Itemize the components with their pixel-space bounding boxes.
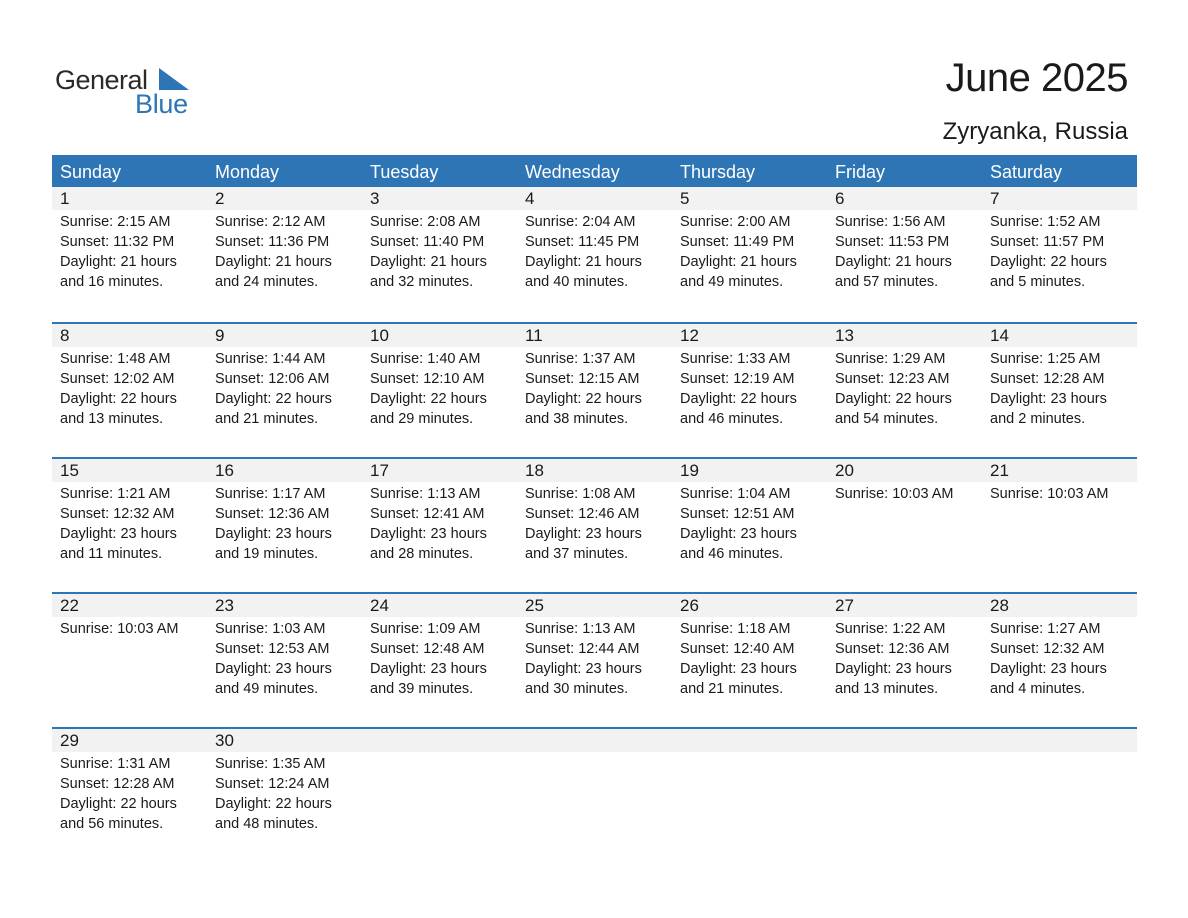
- day-number: 7: [982, 187, 1137, 210]
- day-cell: [982, 459, 1137, 592]
- day-detail-line: Sunset: 12:53 AM: [215, 641, 330, 657]
- day-details: [517, 617, 672, 699]
- day-number: 2: [207, 187, 362, 210]
- day-detail-line: Sunrise: 1:21 AM: [60, 486, 171, 502]
- day-detail-line: Sunrise: 1:18 AM: [680, 621, 791, 637]
- day-cell: [672, 594, 827, 727]
- day-detail-line: and 5 minutes.: [990, 274, 1086, 290]
- day-detail-line: and 40 minutes.: [525, 274, 629, 290]
- day-detail-line: Sunrise: 10:03 AM: [990, 486, 1109, 502]
- day-detail-line: Daylight: 22 hours: [680, 391, 797, 407]
- day-detail-line: Sunset: 11:40 PM: [370, 234, 485, 250]
- day-detail-line: Sunrise: 1:08 AM: [525, 486, 636, 502]
- day-detail-line: Sunset: 12:46 AM: [525, 506, 640, 522]
- day-detail-line: and 28 minutes.: [370, 546, 474, 562]
- day-number: [517, 729, 672, 752]
- day-detail-line: Sunset: 12:40 AM: [680, 641, 795, 657]
- day-detail-line: Sunset: 12:28 AM: [60, 776, 175, 792]
- day-detail-line: and 56 minutes.: [60, 816, 164, 832]
- day-detail-line: Daylight: 22 hours: [990, 254, 1107, 270]
- day-cell: [52, 729, 207, 862]
- week-row: [52, 187, 1137, 322]
- day-cell: [362, 187, 517, 322]
- weekday-header: Tuesday: [370, 162, 439, 182]
- day-detail-line: Sunrise: 10:03 AM: [835, 486, 954, 502]
- day-number: 27: [827, 594, 982, 617]
- day-detail-line: and 30 minutes.: [525, 681, 629, 697]
- day-details: [207, 482, 362, 564]
- day-details: [362, 617, 517, 699]
- day-details: [52, 210, 207, 292]
- day-detail-line: Daylight: 23 hours: [990, 661, 1107, 677]
- day-detail-line: Sunset: 12:10 AM: [370, 371, 485, 387]
- day-number: 18: [517, 459, 672, 482]
- day-number: 11: [517, 324, 672, 347]
- day-detail-line: Sunrise: 1:40 AM: [370, 351, 481, 367]
- day-detail-line: Daylight: 23 hours: [525, 661, 642, 677]
- weekday-header: Sunday: [60, 162, 122, 182]
- day-details: [207, 617, 362, 699]
- week-row: [52, 727, 1137, 862]
- day-detail-line: Sunrise: 10:03 AM: [60, 621, 179, 637]
- day-detail-line: Sunrise: 2:04 AM: [525, 214, 636, 230]
- day-cell: [207, 324, 362, 457]
- day-detail-line: and 57 minutes.: [835, 274, 939, 290]
- day-details: [672, 752, 827, 754]
- day-detail-line: and 16 minutes.: [60, 274, 164, 290]
- day-detail-line: and 24 minutes.: [215, 274, 319, 290]
- day-number: 29: [52, 729, 207, 752]
- day-detail-line: Sunrise: 1:29 AM: [835, 351, 946, 367]
- day-cell: [52, 459, 207, 592]
- week-row: [52, 322, 1137, 457]
- day-number: 23: [207, 594, 362, 617]
- day-detail-line: Sunset: 12:32 AM: [990, 641, 1105, 657]
- day-cell: [827, 187, 982, 322]
- day-detail-line: and 4 minutes.: [990, 681, 1086, 697]
- day-details: [207, 210, 362, 292]
- day-detail-line: Sunset: 11:49 PM: [680, 234, 795, 250]
- day-details: [362, 210, 517, 292]
- day-details: [982, 617, 1137, 699]
- day-detail-line: and 37 minutes.: [525, 546, 629, 562]
- day-number: 12: [672, 324, 827, 347]
- day-cell: [827, 594, 982, 727]
- day-number: 30: [207, 729, 362, 752]
- day-cell: [827, 459, 982, 592]
- day-cell: [827, 324, 982, 457]
- day-detail-line: Sunset: 12:19 AM: [680, 371, 795, 387]
- day-details: [672, 617, 827, 699]
- day-detail-line: Daylight: 23 hours: [215, 526, 332, 542]
- day-detail-line: and 19 minutes.: [215, 546, 319, 562]
- day-detail-line: Daylight: 23 hours: [835, 661, 952, 677]
- calendar-grid: [52, 155, 1137, 862]
- day-detail-line: Sunset: 12:06 AM: [215, 371, 330, 387]
- day-cell: [672, 187, 827, 322]
- day-detail-line: Sunset: 12:44 AM: [525, 641, 640, 657]
- day-detail-line: Sunrise: 1:04 AM: [680, 486, 791, 502]
- day-cell: [207, 187, 362, 322]
- day-cell: [672, 324, 827, 457]
- day-number: [982, 729, 1137, 752]
- day-detail-line: Sunrise: 1:52 AM: [990, 214, 1101, 230]
- day-details: [517, 482, 672, 564]
- day-detail-line: Sunset: 12:23 AM: [835, 371, 950, 387]
- day-detail-line: Daylight: 23 hours: [370, 661, 487, 677]
- day-detail-line: and 46 minutes.: [680, 546, 784, 562]
- logo-general-text: General: [55, 65, 148, 95]
- day-details: [672, 210, 827, 292]
- day-detail-line: Sunrise: 1:25 AM: [990, 351, 1101, 367]
- day-detail-line: Daylight: 22 hours: [60, 391, 177, 407]
- day-detail-line: and 38 minutes.: [525, 411, 629, 427]
- day-number: 6: [827, 187, 982, 210]
- day-details: [52, 482, 207, 564]
- day-detail-line: Sunset: 12:36 AM: [215, 506, 330, 522]
- day-number: 21: [982, 459, 1137, 482]
- day-number: 24: [362, 594, 517, 617]
- day-detail-line: and 54 minutes.: [835, 411, 939, 427]
- day-detail-line: Daylight: 23 hours: [990, 391, 1107, 407]
- day-details: [982, 210, 1137, 292]
- day-detail-line: Sunset: 11:45 PM: [525, 234, 640, 250]
- day-details: [517, 210, 672, 292]
- day-detail-line: Sunrise: 1:17 AM: [215, 486, 326, 502]
- day-detail-line: and 29 minutes.: [370, 411, 474, 427]
- weekday-header: Friday: [835, 162, 886, 182]
- day-detail-line: Sunset: 12:41 AM: [370, 506, 485, 522]
- day-detail-line: Daylight: 22 hours: [60, 796, 177, 812]
- day-details: [827, 347, 982, 429]
- day-number: 5: [672, 187, 827, 210]
- day-cell: [517, 187, 672, 322]
- day-cell: [982, 324, 1137, 457]
- day-cell: [52, 324, 207, 457]
- day-number: 25: [517, 594, 672, 617]
- day-detail-line: Sunset: 12:36 AM: [835, 641, 950, 657]
- day-detail-line: Sunrise: 1:33 AM: [680, 351, 791, 367]
- day-detail-line: and 49 minutes.: [680, 274, 784, 290]
- day-detail-line: Daylight: 22 hours: [525, 391, 642, 407]
- day-detail-line: and 49 minutes.: [215, 681, 319, 697]
- day-detail-line: Sunrise: 1:44 AM: [215, 351, 326, 367]
- day-detail-line: Sunrise: 1:37 AM: [525, 351, 636, 367]
- day-detail-line: Sunset: 12:15 AM: [525, 371, 640, 387]
- day-cell: [207, 459, 362, 592]
- day-cell: [362, 594, 517, 727]
- day-cell: [362, 459, 517, 592]
- day-detail-line: Sunrise: 1:35 AM: [215, 756, 326, 772]
- day-detail-line: Daylight: 22 hours: [835, 391, 952, 407]
- day-number: 28: [982, 594, 1137, 617]
- day-detail-line: Sunrise: 2:08 AM: [370, 214, 481, 230]
- day-detail-line: Sunrise: 2:00 AM: [680, 214, 791, 230]
- day-number: 17: [362, 459, 517, 482]
- day-detail-line: and 32 minutes.: [370, 274, 474, 290]
- day-cell: [982, 729, 1137, 862]
- day-cell: [517, 324, 672, 457]
- day-details: [827, 617, 982, 699]
- day-detail-line: and 13 minutes.: [60, 411, 164, 427]
- day-number: 1: [52, 187, 207, 210]
- day-detail-line: Sunrise: 1:09 AM: [370, 621, 481, 637]
- day-number: 4: [517, 187, 672, 210]
- day-cell: [982, 594, 1137, 727]
- day-number: 14: [982, 324, 1137, 347]
- day-detail-line: Sunrise: 2:12 AM: [215, 214, 326, 230]
- day-detail-line: Daylight: 23 hours: [525, 526, 642, 542]
- day-number: 9: [207, 324, 362, 347]
- week-row: [52, 457, 1137, 592]
- day-detail-line: Daylight: 21 hours: [835, 254, 952, 270]
- day-number: [672, 729, 827, 752]
- day-cell: [517, 459, 672, 592]
- day-detail-line: and 39 minutes.: [370, 681, 474, 697]
- day-number: [827, 729, 982, 752]
- day-details: [52, 617, 207, 639]
- day-details: [827, 482, 982, 504]
- day-detail-line: and 13 minutes.: [835, 681, 939, 697]
- day-detail-line: Daylight: 23 hours: [215, 661, 332, 677]
- day-detail-line: Daylight: 22 hours: [215, 391, 332, 407]
- day-number: 22: [52, 594, 207, 617]
- day-detail-line: Sunrise: 1:22 AM: [835, 621, 946, 637]
- day-number: [362, 729, 517, 752]
- day-detail-line: and 21 minutes.: [680, 681, 784, 697]
- day-details: [982, 482, 1137, 504]
- day-cell: [52, 594, 207, 727]
- page-title: June 2025: [945, 56, 1128, 100]
- day-detail-line: Sunrise: 1:03 AM: [215, 621, 326, 637]
- day-detail-line: Sunrise: 1:56 AM: [835, 214, 946, 230]
- weekday-header: Monday: [215, 162, 280, 182]
- day-detail-line: and 21 minutes.: [215, 411, 319, 427]
- day-detail-line: Sunset: 12:24 AM: [215, 776, 330, 792]
- day-detail-line: Daylight: 21 hours: [370, 254, 487, 270]
- day-detail-line: Sunrise: 1:13 AM: [370, 486, 481, 502]
- logo: [55, 64, 195, 120]
- weekday-header: Thursday: [680, 162, 756, 182]
- day-number: 26: [672, 594, 827, 617]
- day-detail-line: Daylight: 21 hours: [525, 254, 642, 270]
- day-detail-line: Daylight: 21 hours: [215, 254, 332, 270]
- day-detail-line: Daylight: 22 hours: [215, 796, 332, 812]
- day-cell: [52, 187, 207, 322]
- day-detail-line: Sunset: 11:57 PM: [990, 234, 1105, 250]
- day-details: [982, 347, 1137, 429]
- day-number: 10: [362, 324, 517, 347]
- day-detail-line: Daylight: 23 hours: [60, 526, 177, 542]
- day-details: [52, 752, 207, 834]
- day-cell: [827, 729, 982, 862]
- day-detail-line: and 11 minutes.: [60, 546, 163, 562]
- day-detail-line: Sunrise: 1:31 AM: [60, 756, 171, 772]
- day-detail-line: Daylight: 23 hours: [370, 526, 487, 542]
- day-details: [362, 482, 517, 564]
- day-detail-line: and 48 minutes.: [215, 816, 319, 832]
- location-subtitle: Zyryanka, Russia: [942, 118, 1128, 145]
- day-details: [827, 752, 982, 754]
- day-cell: [207, 594, 362, 727]
- day-details: [517, 347, 672, 429]
- day-detail-line: Sunset: 12:32 AM: [60, 506, 175, 522]
- day-detail-line: Sunset: 12:51 AM: [680, 506, 795, 522]
- day-detail-line: Sunrise: 1:27 AM: [990, 621, 1101, 637]
- weeks-container: [52, 187, 1137, 862]
- day-cell: [982, 187, 1137, 322]
- day-cell: [362, 729, 517, 862]
- day-cell: [362, 324, 517, 457]
- day-detail-line: Sunset: 11:53 PM: [835, 234, 950, 250]
- weekday-header: Wednesday: [525, 162, 620, 182]
- day-detail-line: Sunrise: 1:48 AM: [60, 351, 171, 367]
- day-detail-line: Daylight: 23 hours: [680, 661, 797, 677]
- day-detail-line: and 2 minutes.: [990, 411, 1086, 427]
- day-cell: [517, 729, 672, 862]
- day-details: [362, 752, 517, 754]
- logo-blue-text: Blue: [135, 89, 188, 119]
- day-cell: [672, 729, 827, 862]
- day-detail-line: and 46 minutes.: [680, 411, 784, 427]
- day-details: [207, 347, 362, 429]
- day-cell: [672, 459, 827, 592]
- day-details: [207, 752, 362, 834]
- day-cell: [517, 594, 672, 727]
- weekday-header: Saturday: [990, 162, 1063, 182]
- day-number: 19: [672, 459, 827, 482]
- day-detail-line: Sunset: 12:48 AM: [370, 641, 485, 657]
- day-details: [827, 210, 982, 292]
- day-detail-line: Sunset: 11:36 PM: [215, 234, 330, 250]
- day-detail-line: Daylight: 21 hours: [60, 254, 177, 270]
- day-cell: [207, 729, 362, 862]
- day-detail-line: Sunset: 12:28 AM: [990, 371, 1105, 387]
- day-details: [362, 347, 517, 429]
- day-number: 20: [827, 459, 982, 482]
- day-number: 3: [362, 187, 517, 210]
- day-detail-line: Daylight: 21 hours: [680, 254, 797, 270]
- day-detail-line: Sunset: 11:32 PM: [60, 234, 175, 250]
- week-row: [52, 592, 1137, 727]
- day-number: 8: [52, 324, 207, 347]
- day-details: [52, 347, 207, 429]
- day-detail-line: Sunrise: 1:13 AM: [525, 621, 636, 637]
- day-detail-line: Daylight: 23 hours: [680, 526, 797, 542]
- day-details: [517, 752, 672, 754]
- day-details: [982, 752, 1137, 754]
- day-number: 13: [827, 324, 982, 347]
- day-detail-line: Daylight: 22 hours: [370, 391, 487, 407]
- day-number: 16: [207, 459, 362, 482]
- day-details: [672, 482, 827, 564]
- day-detail-line: Sunset: 12:02 AM: [60, 371, 175, 387]
- day-details: [672, 347, 827, 429]
- day-number: 15: [52, 459, 207, 482]
- weekday-header-row: [52, 155, 1137, 187]
- day-detail-line: Sunrise: 2:15 AM: [60, 214, 171, 230]
